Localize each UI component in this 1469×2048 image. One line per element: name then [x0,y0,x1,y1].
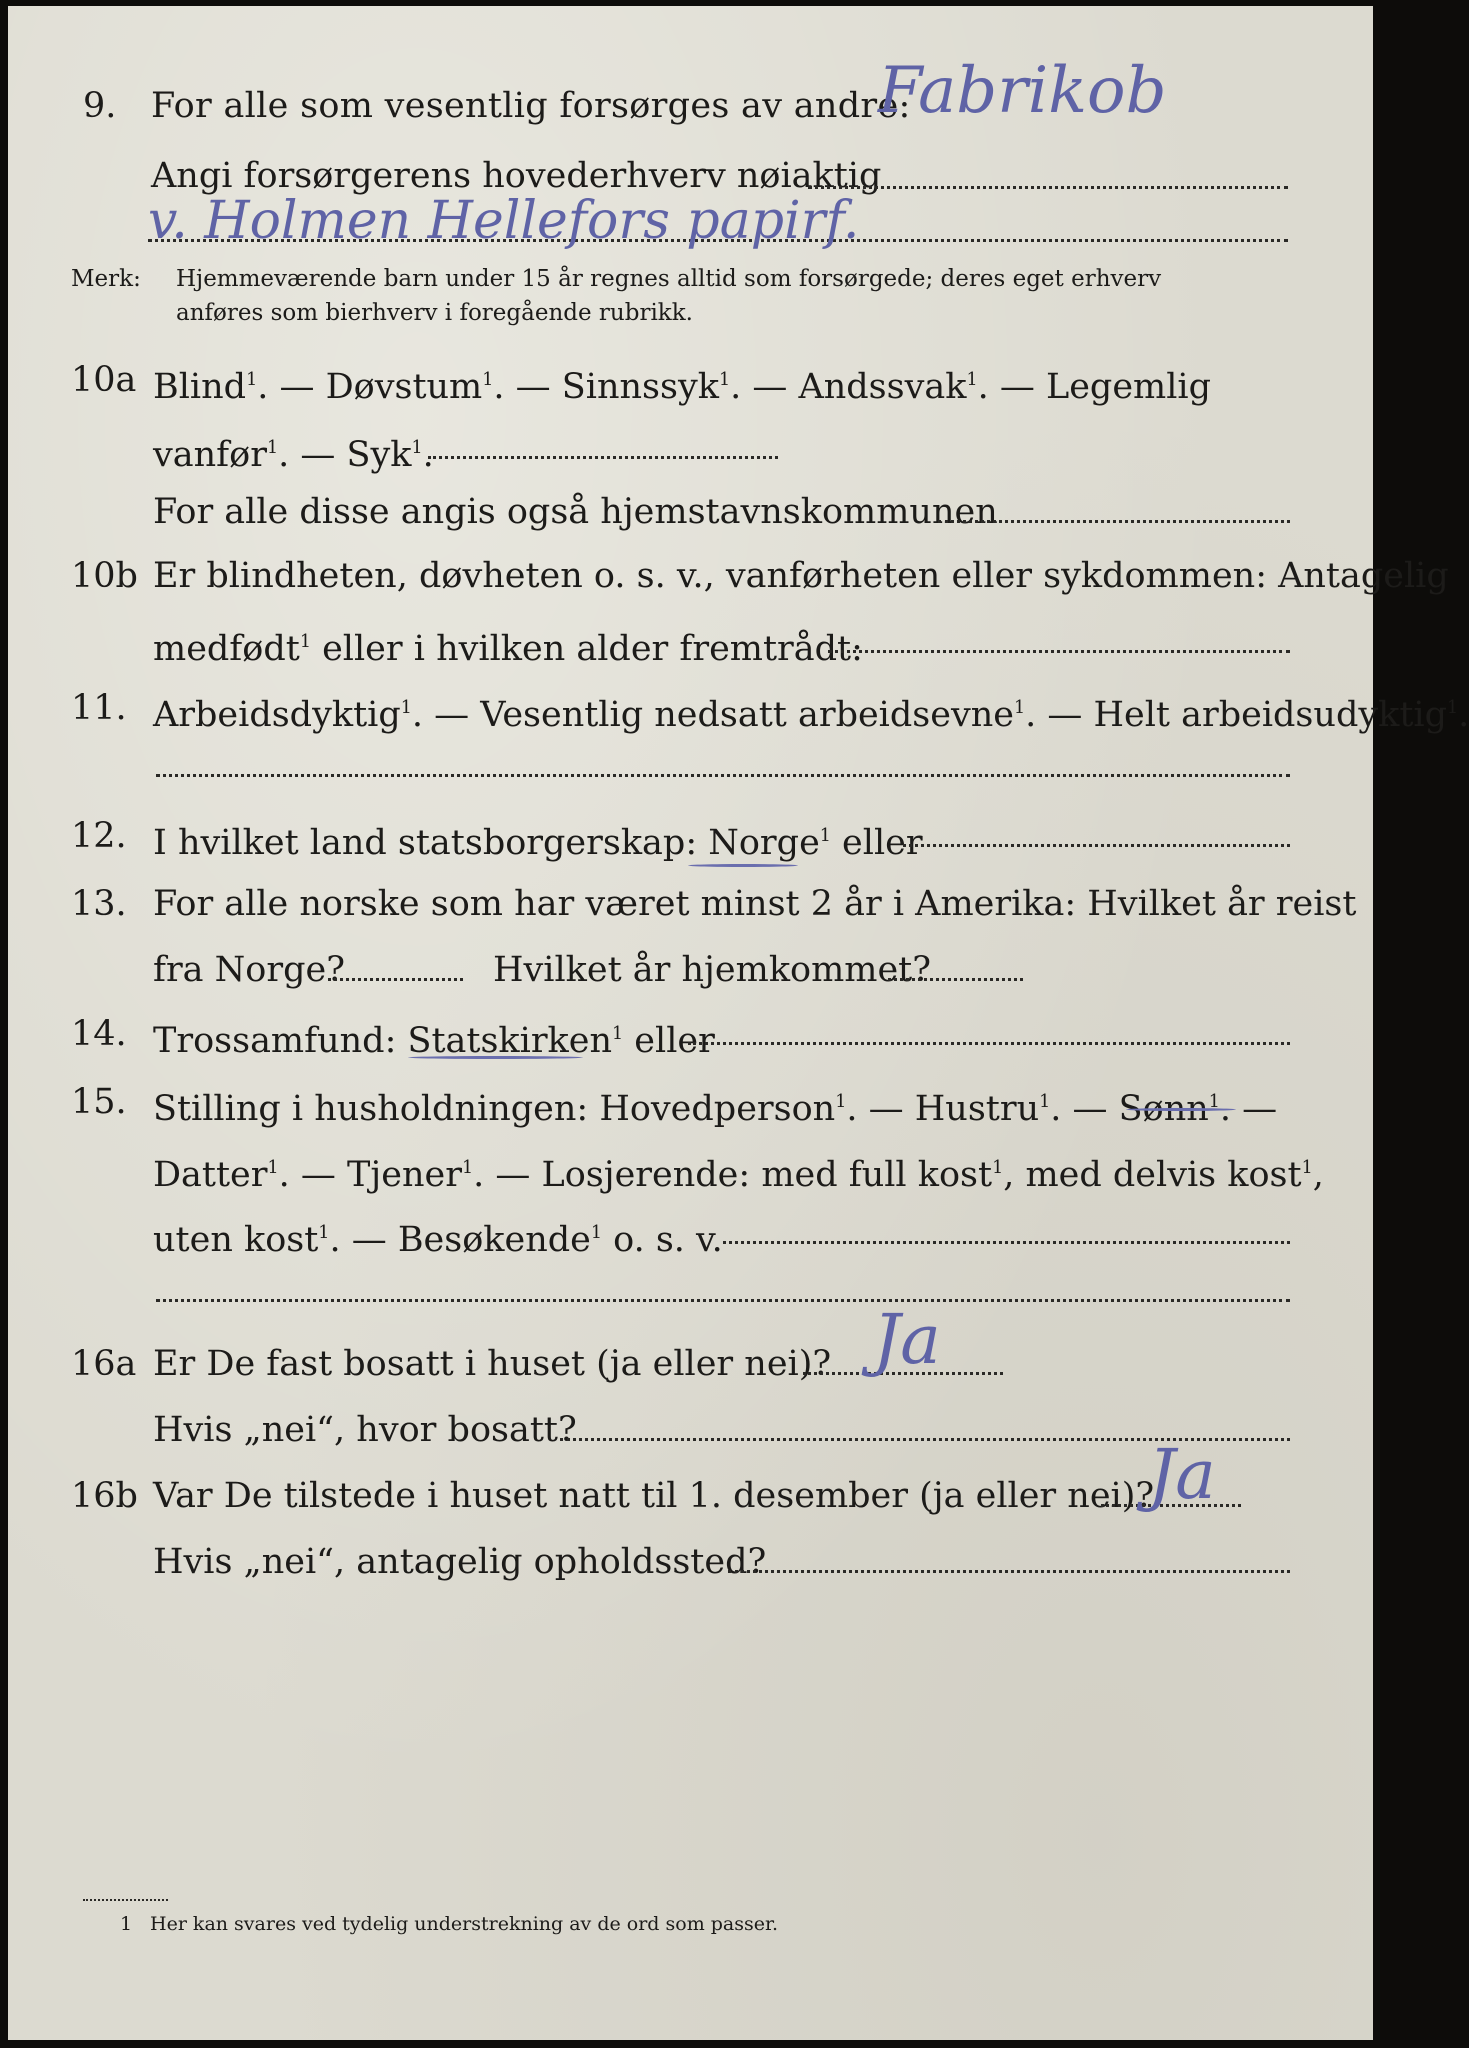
q14-line [688,1042,1290,1045]
q16a-line2: Hvis „nei“, hvor bosatt? [153,1410,577,1450]
q16b-opholdssted-line [728,1570,1290,1573]
q9-handwritten-answer-1: Fabrikob [878,54,1167,128]
census-form-page [8,6,1469,2040]
footnote-text: Her kan svares ved tydelig understrekning av de ord som passer. [150,1913,779,1935]
q10a-line3: For alle disse angis også hjemstavnskommunen [153,492,998,532]
q16b-line2: Hvis „nei“, antagelig opholdssted? [153,1542,767,1582]
q15-extra-line [156,1299,1290,1302]
q10b-line1: Er blindheten, døvheten o. s. v., vanførheten eller sykdommen: Antagelig [153,556,1449,596]
q11-line [156,774,1290,777]
q10a-number: 10a [71,360,137,400]
q16a-handwritten-answer: Ja [873,1301,941,1380]
merk-label: Merk: [71,266,141,292]
q15-number: 15. [71,1082,127,1122]
merk-line2: anføres som bierhverv i foregående rubrikk. [176,300,693,326]
q9-line2: Angi forsørgerens hovederhverv nøiaktig [151,156,882,196]
q9-handwritten-answer-2: v. Holmen Hellefors papirf. [148,191,860,251]
q13-line1: For alle norske som har været minst 2 år i Amerika: Hvilket år reist [153,884,1357,924]
q16b-line1: Var De tilstede i huset natt til 1. desember (ja eller nei)? [153,1476,1155,1516]
q15-line2: Datter$^1$. — Tjener$^1$. — Losjerende: med full kost$^1$, med delvis kost$^1$, [153,1155,1324,1196]
q9-number: 9. [83,86,117,126]
q13-reist-line [328,978,463,981]
q10a-line2: vanfør$^1$. — Syk$^1$. [153,435,434,476]
q16b-handwritten-answer: Ja [1148,1436,1216,1515]
q9-answer-line1 [808,186,1288,189]
q13-number: 13. [71,884,127,924]
q15-sonn-underline [1126,1108,1236,1111]
q15-line3: uten kost$^1$. — Besøkende$^1$ o. s. v. [153,1220,723,1261]
q16a-line1: Er De fast bosatt i huset (ja eller nei)? [153,1344,832,1384]
q13-line2b: Hvilket år hjemkommet? [493,950,932,990]
footnote-mark: 1 [120,1913,133,1935]
merk-line1: Hjemmeværende barn under 15 år regnes alltid som forsørgede; deres eget erhverv [176,266,1162,292]
q12-norge-underline [688,864,798,867]
q11-line1: Arbeidsdyktig$^1$. — Vesentlig nedsatt arbeidsevne$^1$. — Helt arbeidsudyktig$^1$. [153,695,1469,736]
q15-line1: Stilling i husholdningen: Hovedperson$^1$. — Hustru$^1$. — Sønn$^1$. — [153,1089,1278,1130]
q12-line [903,844,1290,847]
q15-line [723,1241,1290,1244]
q10b-line2: medfødt$^1$ eller i hvilken alder fremtrådt: [153,629,863,670]
q14-line1: Trossamfund: Statskirken$^1$ eller [153,1021,715,1062]
q10b-line [828,650,1290,653]
q12-line1: I hvilket land statsborgerskap: Norge$^1$ eller [153,823,923,864]
q13-hjemkommet-line [888,978,1023,981]
q9-line1: For alle som vesentlig forsørges av andre: [151,86,911,126]
q14-number: 14. [71,1014,127,1054]
q10a-syk-line [428,456,778,459]
q16b-number: 16b [71,1476,138,1516]
q10b-number: 10b [71,556,138,596]
footnote-rule [83,1899,168,1901]
q14-statskirken-underline [408,1056,583,1059]
q16a-number: 16a [71,1344,137,1384]
q10a-kommune-line [938,520,1290,523]
q13-line2a: fra Norge? [153,950,345,990]
q11-number: 11. [71,688,127,728]
q10a-line1: Blind$^1$. — Døvstum$^1$. — Sinnssyk$^1$. — Andssvak$^1$. — Legemlig [153,367,1212,408]
q12-number: 12. [71,816,127,856]
